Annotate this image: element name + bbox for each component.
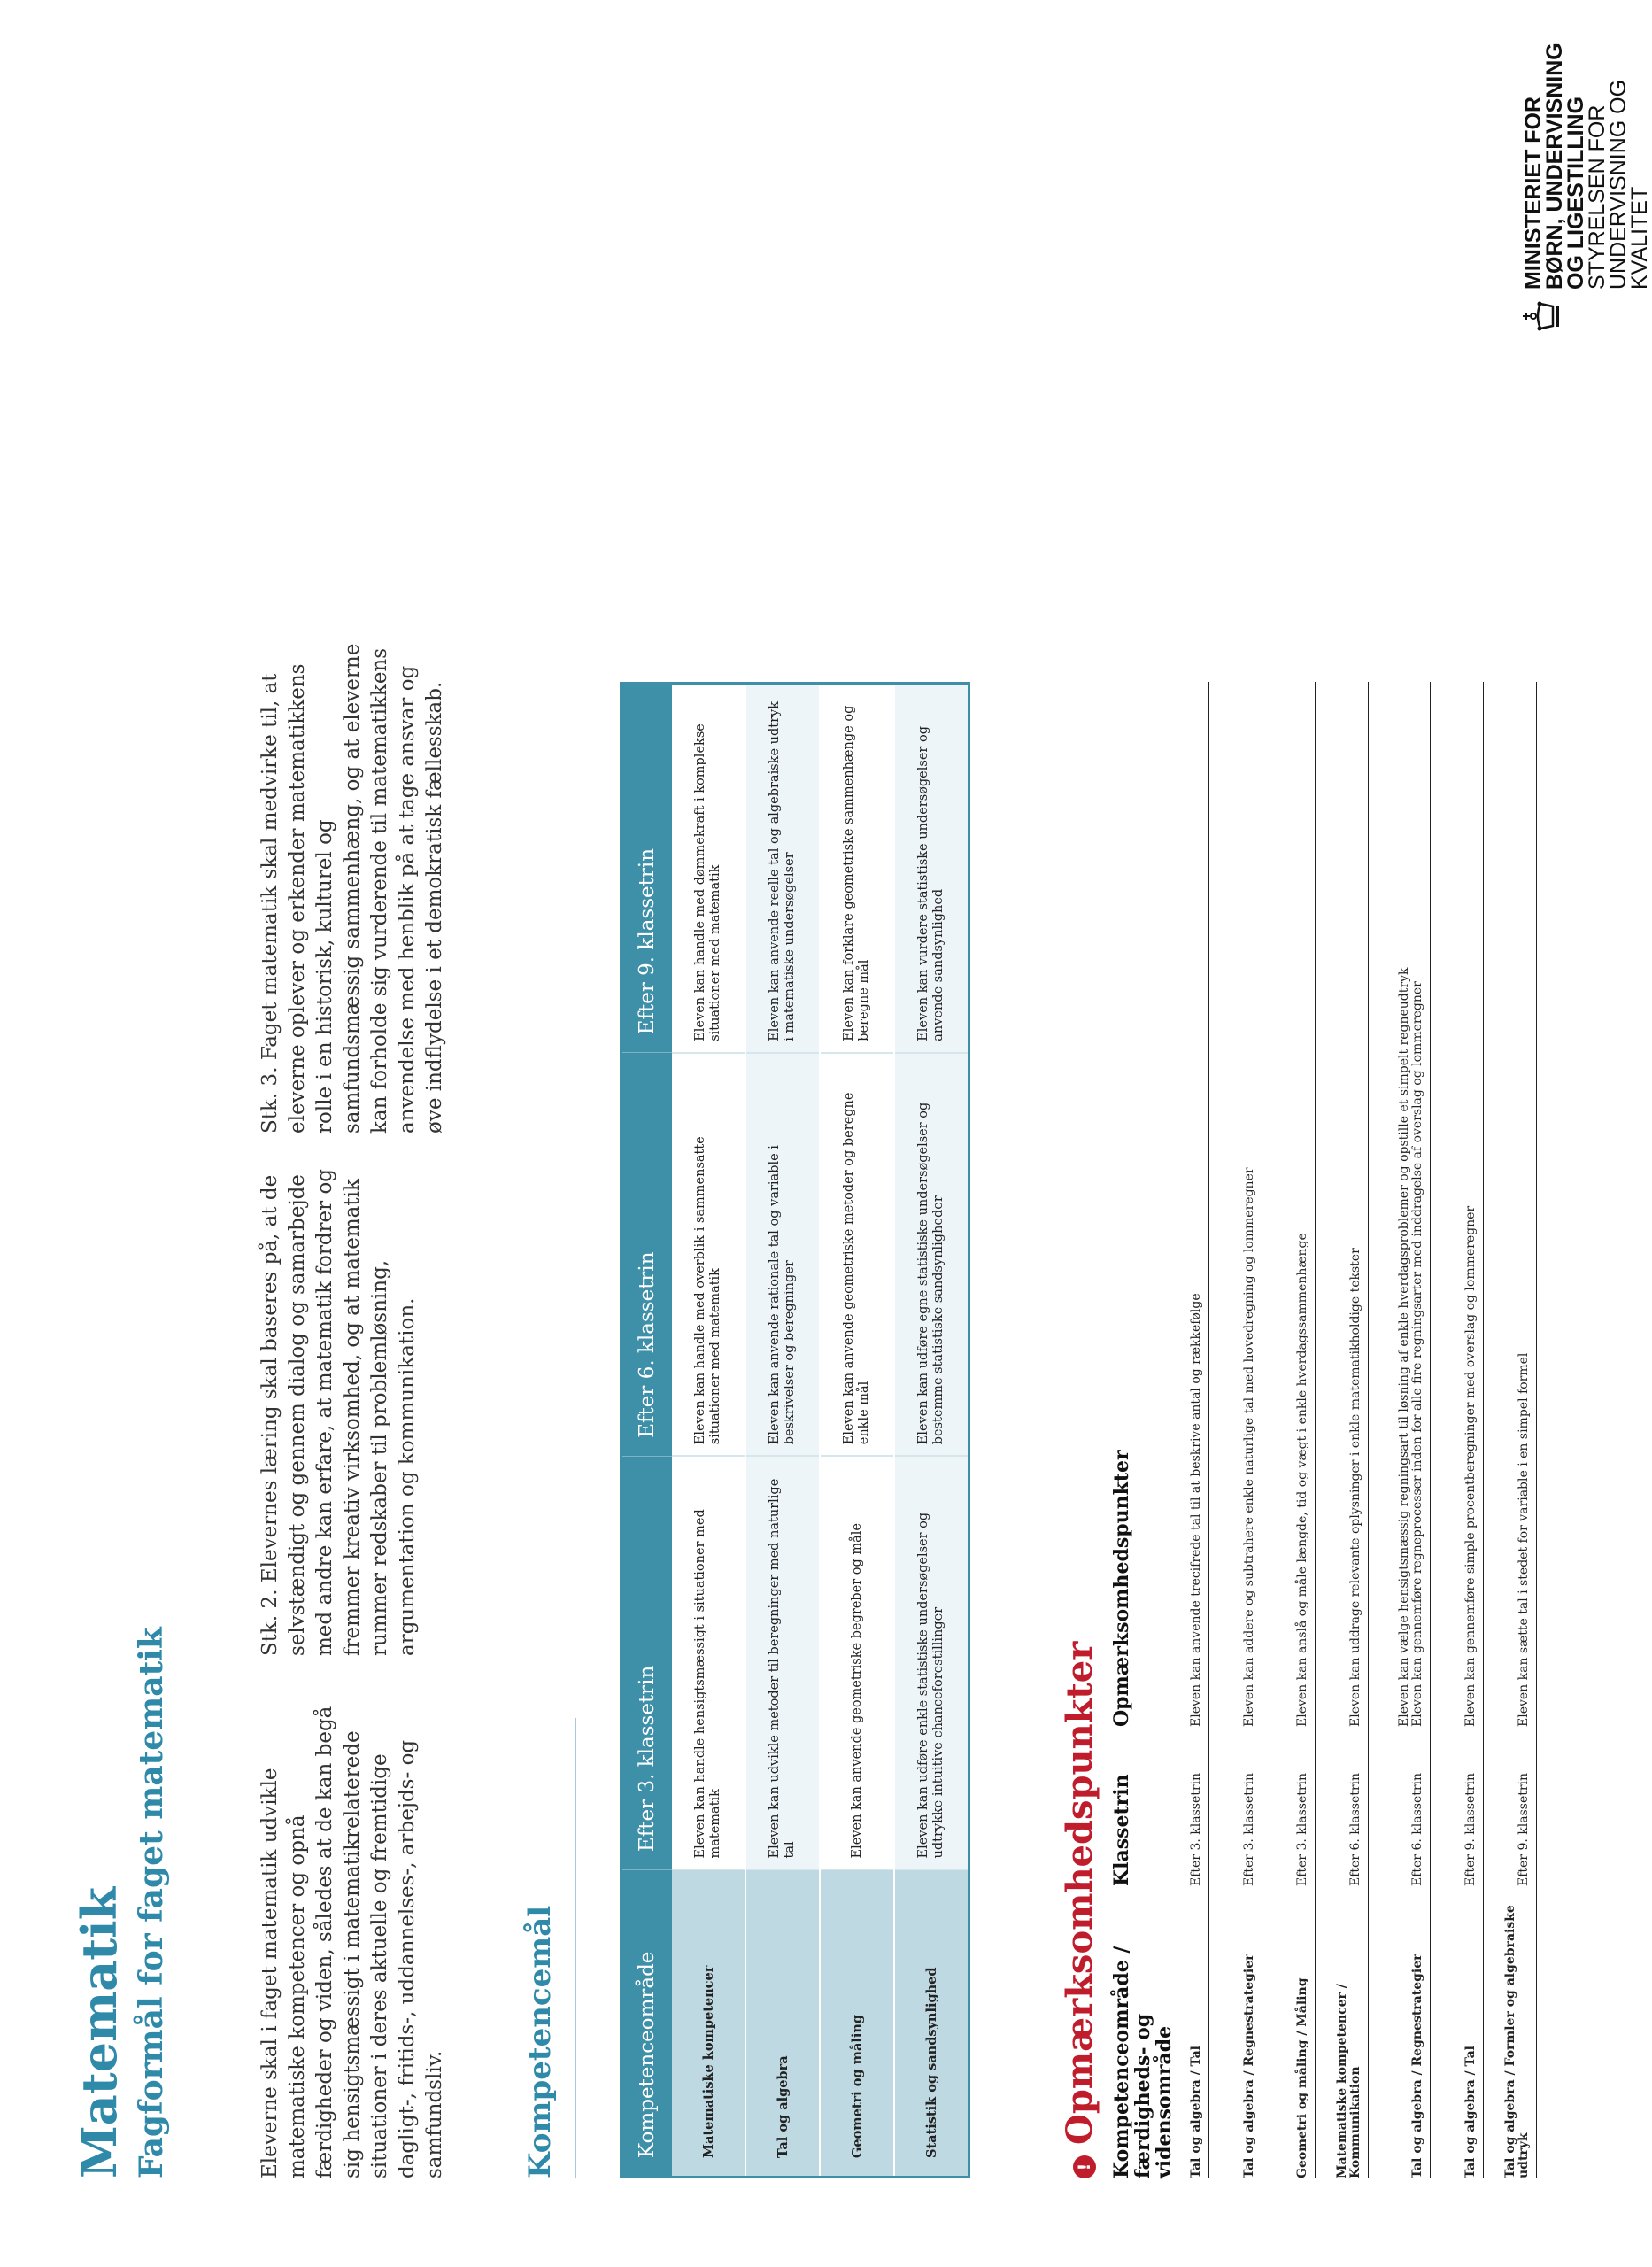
list-item [1164, 682, 1209, 2178]
column-header: Kompetenceområde / færdigheds- og vidensområde [1110, 1946, 1176, 2178]
table-cell: Eleven kan udføre egne statistiske undersøgelser og bestemme statistiske sandsynligheder [894, 1053, 969, 1456]
grade-label: Efter 3. klassetrin [1295, 1772, 1309, 1886]
purpose-paragraph-1: Eleverne skal i faget matematik udvikle matematiske kompetencer og opnå færdigheder og viden, således at de kan begå sig hensigtsmæssigt i matematikrelaterede situationer i deres aktuelle og fremtidige dagligt-, fritids-, uddannelses-, arbejds- og samfundsliv. [259, 1706, 446, 2178]
table-cell: Eleven kan forklare geometriske sammenhænge og beregne mål [820, 684, 894, 1053]
grade-label: Efter 9. klassetrin [1463, 1772, 1478, 1886]
table-cell: Eleven kan udføre enkle statistiske undersøgelser og udtrykke intuitive chanceforestillinger [894, 1456, 969, 1869]
crown-logo-icon [1523, 298, 1563, 334]
purpose-paragraph-2: Stk. 2. Elevernes læring skal baseres på, at de selvstændigt og gennem dialog og samarbejde med andre kan erfare, at matematik fordrer og fremmer kreativ virksomhed, og at matematik rummer redskaber til problemløsning, argumentation og kommunikation. [259, 1168, 419, 1656]
competence-area: Tal og algebra [745, 1870, 820, 2178]
divider [575, 1718, 576, 2178]
ministry-logo-text [1523, 0, 1650, 290]
point-text: Eleven kan anslå og måle længde, tid og vægt i enkle hverdagssammenhænge [1295, 1233, 1309, 1727]
kompetencemaal-title: Kompetencemål [522, 1905, 558, 2178]
point-text: Eleven kan addere og subtrahere enkle naturlige tal med hovedregning og lommeregner [1242, 1167, 1256, 1727]
table-cell: Eleven kan anvende reelle tal og algebraiske udtryk i matematiske undersøgelser [745, 684, 820, 1053]
table-cell: Eleven kan udvikle metoder til beregninger med naturlige tal [745, 1456, 820, 1869]
opmaerksomhed-title: Opmærksomhedspunkter [1059, 1641, 1100, 2145]
list-item [1430, 682, 1484, 2178]
point-text: Eleven kan sætte tal i stedet for variable i en simpel formel [1517, 1352, 1531, 1727]
purpose-paragraph-3: Stk. 3. Faget matematik skal medvirke til, at eleverne oplever og erkender matematikkens rolle i en historisk, kulturel og samfundsmæssig sammenhæng, og at eleverne kan forholde sig vurderende til matematikkens anvendelse med henblik på at tage ansvar og øve indflydelse i et demokratisk fællesskab. [259, 643, 446, 1134]
grade-label: Efter 3. klassetrin [1189, 1772, 1203, 1886]
list-item [1483, 682, 1537, 2178]
table-cell: Eleven kan handle med overblik i sammensatte situationer med matematik [672, 1053, 745, 1456]
competence-area: Statistik og sandsynlighed [894, 1870, 969, 2178]
logo-line: BØRN, UNDERVISNING [1542, 43, 1567, 290]
column-header: Efter 6. klassetrin [621, 1053, 673, 1456]
table-row [672, 684, 745, 2178]
grade-label: Efter 6. klassetrin [1348, 1772, 1363, 1886]
table-cell: Eleven kan handle hensigtsmæssigt i situationer med matematik [672, 1456, 745, 1869]
area-label: Tal og algebra / Regnestrategier [1410, 1954, 1424, 2178]
list-item [1208, 682, 1262, 2178]
table-row [820, 684, 894, 2178]
competence-area: Matematiske kompetencer [672, 1870, 745, 2178]
area-label: Tal og algebra / Tal [1189, 2046, 1203, 2178]
logo-line: STYRELSEN FOR [1585, 104, 1610, 290]
grade-label: Efter 6. klassetrin [1410, 1772, 1424, 1886]
point-text: Eleven kan uddrage relevante oplysninger i enkle matematikholdige tekster [1348, 1248, 1363, 1727]
table-row [745, 684, 820, 2178]
point-text: Eleven kan anvende trecifrede tal til at beskrive antal og rækkefølge [1189, 1293, 1203, 1727]
area-label: Tal og algebra / Formler og algebraiske udtryk [1503, 1905, 1531, 2178]
list-item [1262, 682, 1316, 2178]
area-label: Matematiske kompetencer / Kommunikation [1335, 1984, 1363, 2178]
table-header-row [621, 684, 673, 2178]
list-item [1368, 682, 1431, 2178]
table-cell: Eleven kan handle med dømmekraft i komplekse situationer med matematik [672, 684, 745, 1053]
column-header: Efter 3. klassetrin [621, 1456, 673, 1869]
area-label: Tal og algebra / Regnestrategier [1242, 1954, 1256, 2178]
kompetencemaal-table [620, 682, 970, 2178]
competence-area: Geometri og måling [820, 1870, 894, 2178]
logo-line: OG LIGESTILLING [1563, 96, 1588, 290]
table-row [894, 684, 969, 2178]
page-title: Matematik [71, 1886, 127, 2178]
warning-icon: ! [1073, 2155, 1096, 2178]
column-header: Klassetrin [1110, 1774, 1133, 1886]
page-subtitle: Fagformål for faget matematik [133, 1627, 170, 2178]
area-label: Tal og algebra / Tal [1463, 2046, 1478, 2178]
table-cell: Eleven kan anvende geometriske metoder og beregne enkle mål [820, 1053, 894, 1456]
table-cell: Eleven kan anvende geometriske begreber og måle [820, 1456, 894, 1869]
point-text: Eleven kan gennemføre simple procentberegninger med overslag og lommeregner [1463, 1205, 1478, 1727]
list-item [1315, 682, 1369, 2178]
column-header: Kompetenceområde [621, 1870, 673, 2178]
table-cell: Eleven kan anvende rationale tal og variable i beskrivelser og beregninger [745, 1053, 820, 1456]
column-header: Efter 9. klassetrin [621, 684, 673, 1053]
area-label: Geometri og måling / Måling [1295, 1977, 1309, 2178]
column-header: Opmærksomhedspunkter [1110, 1450, 1133, 1727]
logo-line: MINISTERIET FOR [1521, 96, 1546, 290]
grade-label: Efter 9. klassetrin [1517, 1772, 1531, 1886]
grade-label: Efter 3. klassetrin [1242, 1772, 1256, 1886]
logo-line: UNDERVISNING OG KVALITET [1606, 79, 1652, 290]
point-text: Eleven kan vælge hensigtsmæssig regningsart til løsning af enkle hverdagsproblemer og opstille et simpelt regneudtryk Eleven kan gennemføre regneprocesser inden for alle fire regningsarter med inddragelse af overslag og lommeregner [1397, 967, 1424, 1727]
table-cell: Eleven kan vurdere statistiske undersøgelser og anvende sandsynlighed [894, 684, 969, 1053]
